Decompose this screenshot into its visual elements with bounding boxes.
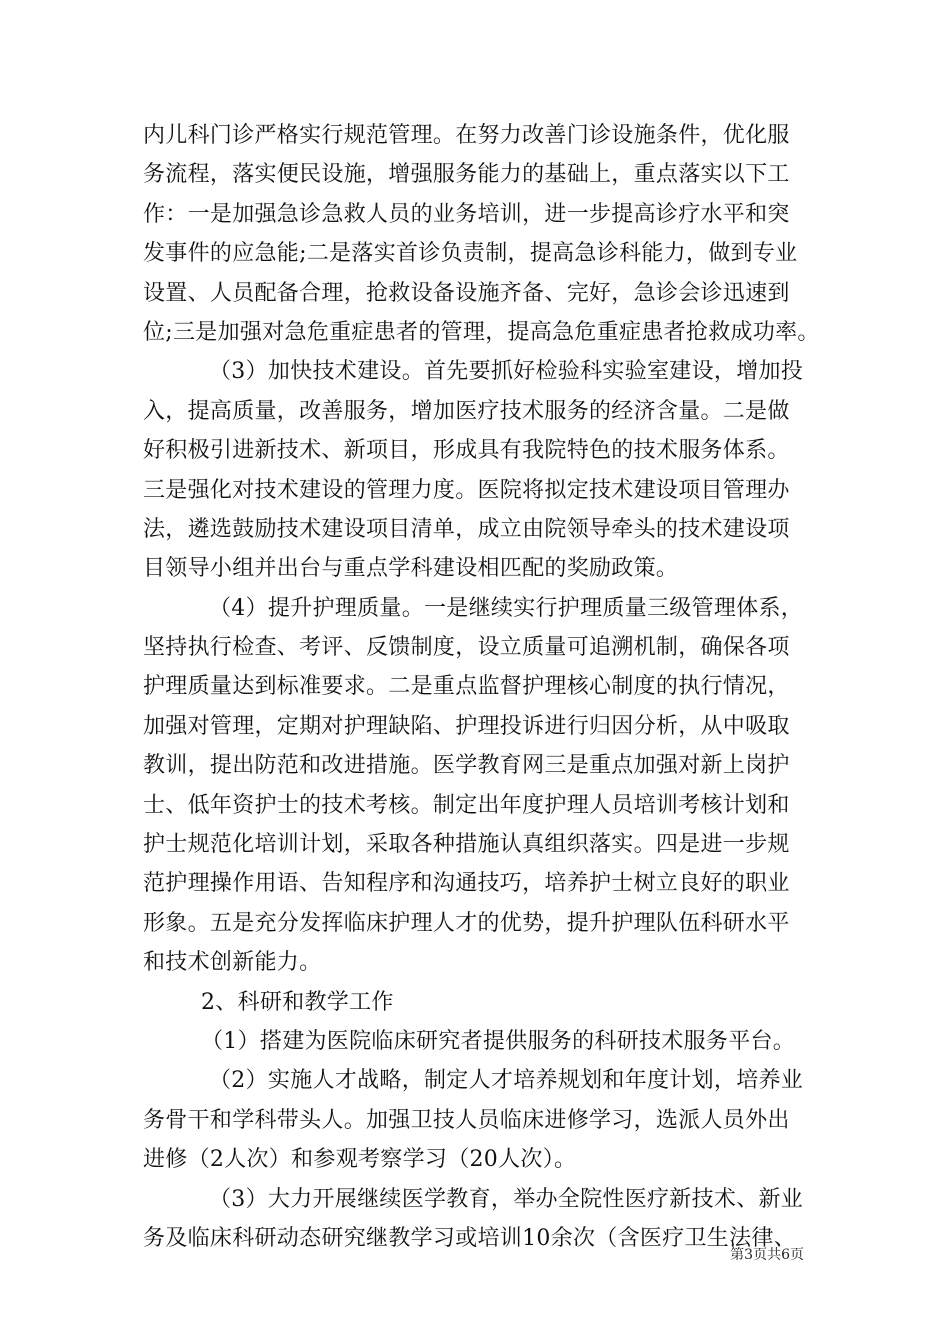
page-number-footer: 第3页共6页 bbox=[730, 1247, 804, 1263]
text-line: 护士规范化培训计划，采取各种措施认真组织落实。四是进一步规 bbox=[143, 832, 790, 858]
text-line: 护理质量达到标准要求。二是重点监督护理核心制度的执行情况， bbox=[143, 674, 790, 700]
text-line: （3）大力开展继续医学教育，举办全院性医疗新技术、新业 bbox=[209, 1186, 804, 1212]
text-line: （4）提升护理质量。一是继续实行护理质量三级管理体系， bbox=[209, 595, 804, 621]
text-line: 教训，提出防范和改进措施。医学教育网三是重点加强对新上岗护 bbox=[143, 753, 790, 779]
text-line: （1）搭建为医院临床研究者提供服务的科研技术服务平台。 bbox=[201, 1028, 796, 1054]
text-line: 务骨干和学科带头人。加强卫技人员临床进修学习，选派人员外出 bbox=[143, 1107, 790, 1133]
text-line: 入，提高质量，改善服务，增加医疗技术服务的经济含量。二是做 bbox=[143, 398, 790, 424]
text-line: 设置、人员配备合理，抢救设备设施齐备、完好，急诊会诊迅速到 bbox=[143, 280, 790, 306]
text-line: 务及临床科研动态研究继教学习或培训10余次（含医疗卫生法律、 bbox=[143, 1225, 796, 1251]
text-line: 士、低年资护士的技术考核。制定出年度护理人员培训考核计划和 bbox=[143, 792, 790, 818]
text-line: （3）加快技术建设。首先要抓好检验科实验室建设，增加投 bbox=[209, 359, 804, 385]
document-body bbox=[143, 116, 820, 1258]
text-line: 作：一是加强急诊急救人员的业务培训，进一步提高诊疗水平和突 bbox=[143, 201, 790, 227]
text-line: （2）实施人才战略，制定人才培养规划和年度计划，培养业 bbox=[209, 1068, 804, 1094]
text-line: 和技术创新能力。 bbox=[143, 950, 322, 976]
text-line: 形象。五是充分发挥临床护理人才的优势，提升护理队伍科研水平 bbox=[143, 910, 790, 936]
text-line: 好积极引进新技术、新项目，形成具有我院特色的技术服务体系。 bbox=[143, 438, 790, 464]
text-line: 位;三是加强对急危重症患者的管理，提高急危重症患者抢救成功率。 bbox=[143, 319, 820, 345]
text-line: 目领导小组并出台与重点学科建设相匹配的奖励政策。 bbox=[143, 556, 679, 582]
text-line: 务流程，落实便民设施，增强服务能力的基础上，重点落实以下工 bbox=[143, 162, 790, 188]
text-line: 坚持执行检查、考评、反馈制度，设立质量可追溯机制，确保各项 bbox=[143, 635, 790, 661]
text-line: 三是强化对技术建设的管理力度。医院将拟定技术建设项目管理办 bbox=[143, 477, 790, 503]
text-line: 进修（2人次）和参观考察学习（20人次）。 bbox=[143, 1147, 577, 1173]
text-line: 内儿科门诊严格实行规范管理。在努力改善门诊设施条件，优化服 bbox=[143, 123, 790, 148]
text-line: 发事件的应急能;二是落实首诊负责制，提高急诊科能力，做到专业 bbox=[143, 241, 798, 267]
text-line: 法，遴选鼓励技术建设项目清单，成立由院领导牵头的技术建设项 bbox=[143, 516, 790, 542]
text-line: 2、科研和教学工作 bbox=[201, 989, 394, 1015]
text-line: 范护理操作用语、告知程序和沟通技巧，培养护士树立良好的职业 bbox=[143, 871, 790, 897]
text-line: 加强对管理，定期对护理缺陷、护理投诉进行归因分析，从中吸取 bbox=[143, 713, 790, 739]
